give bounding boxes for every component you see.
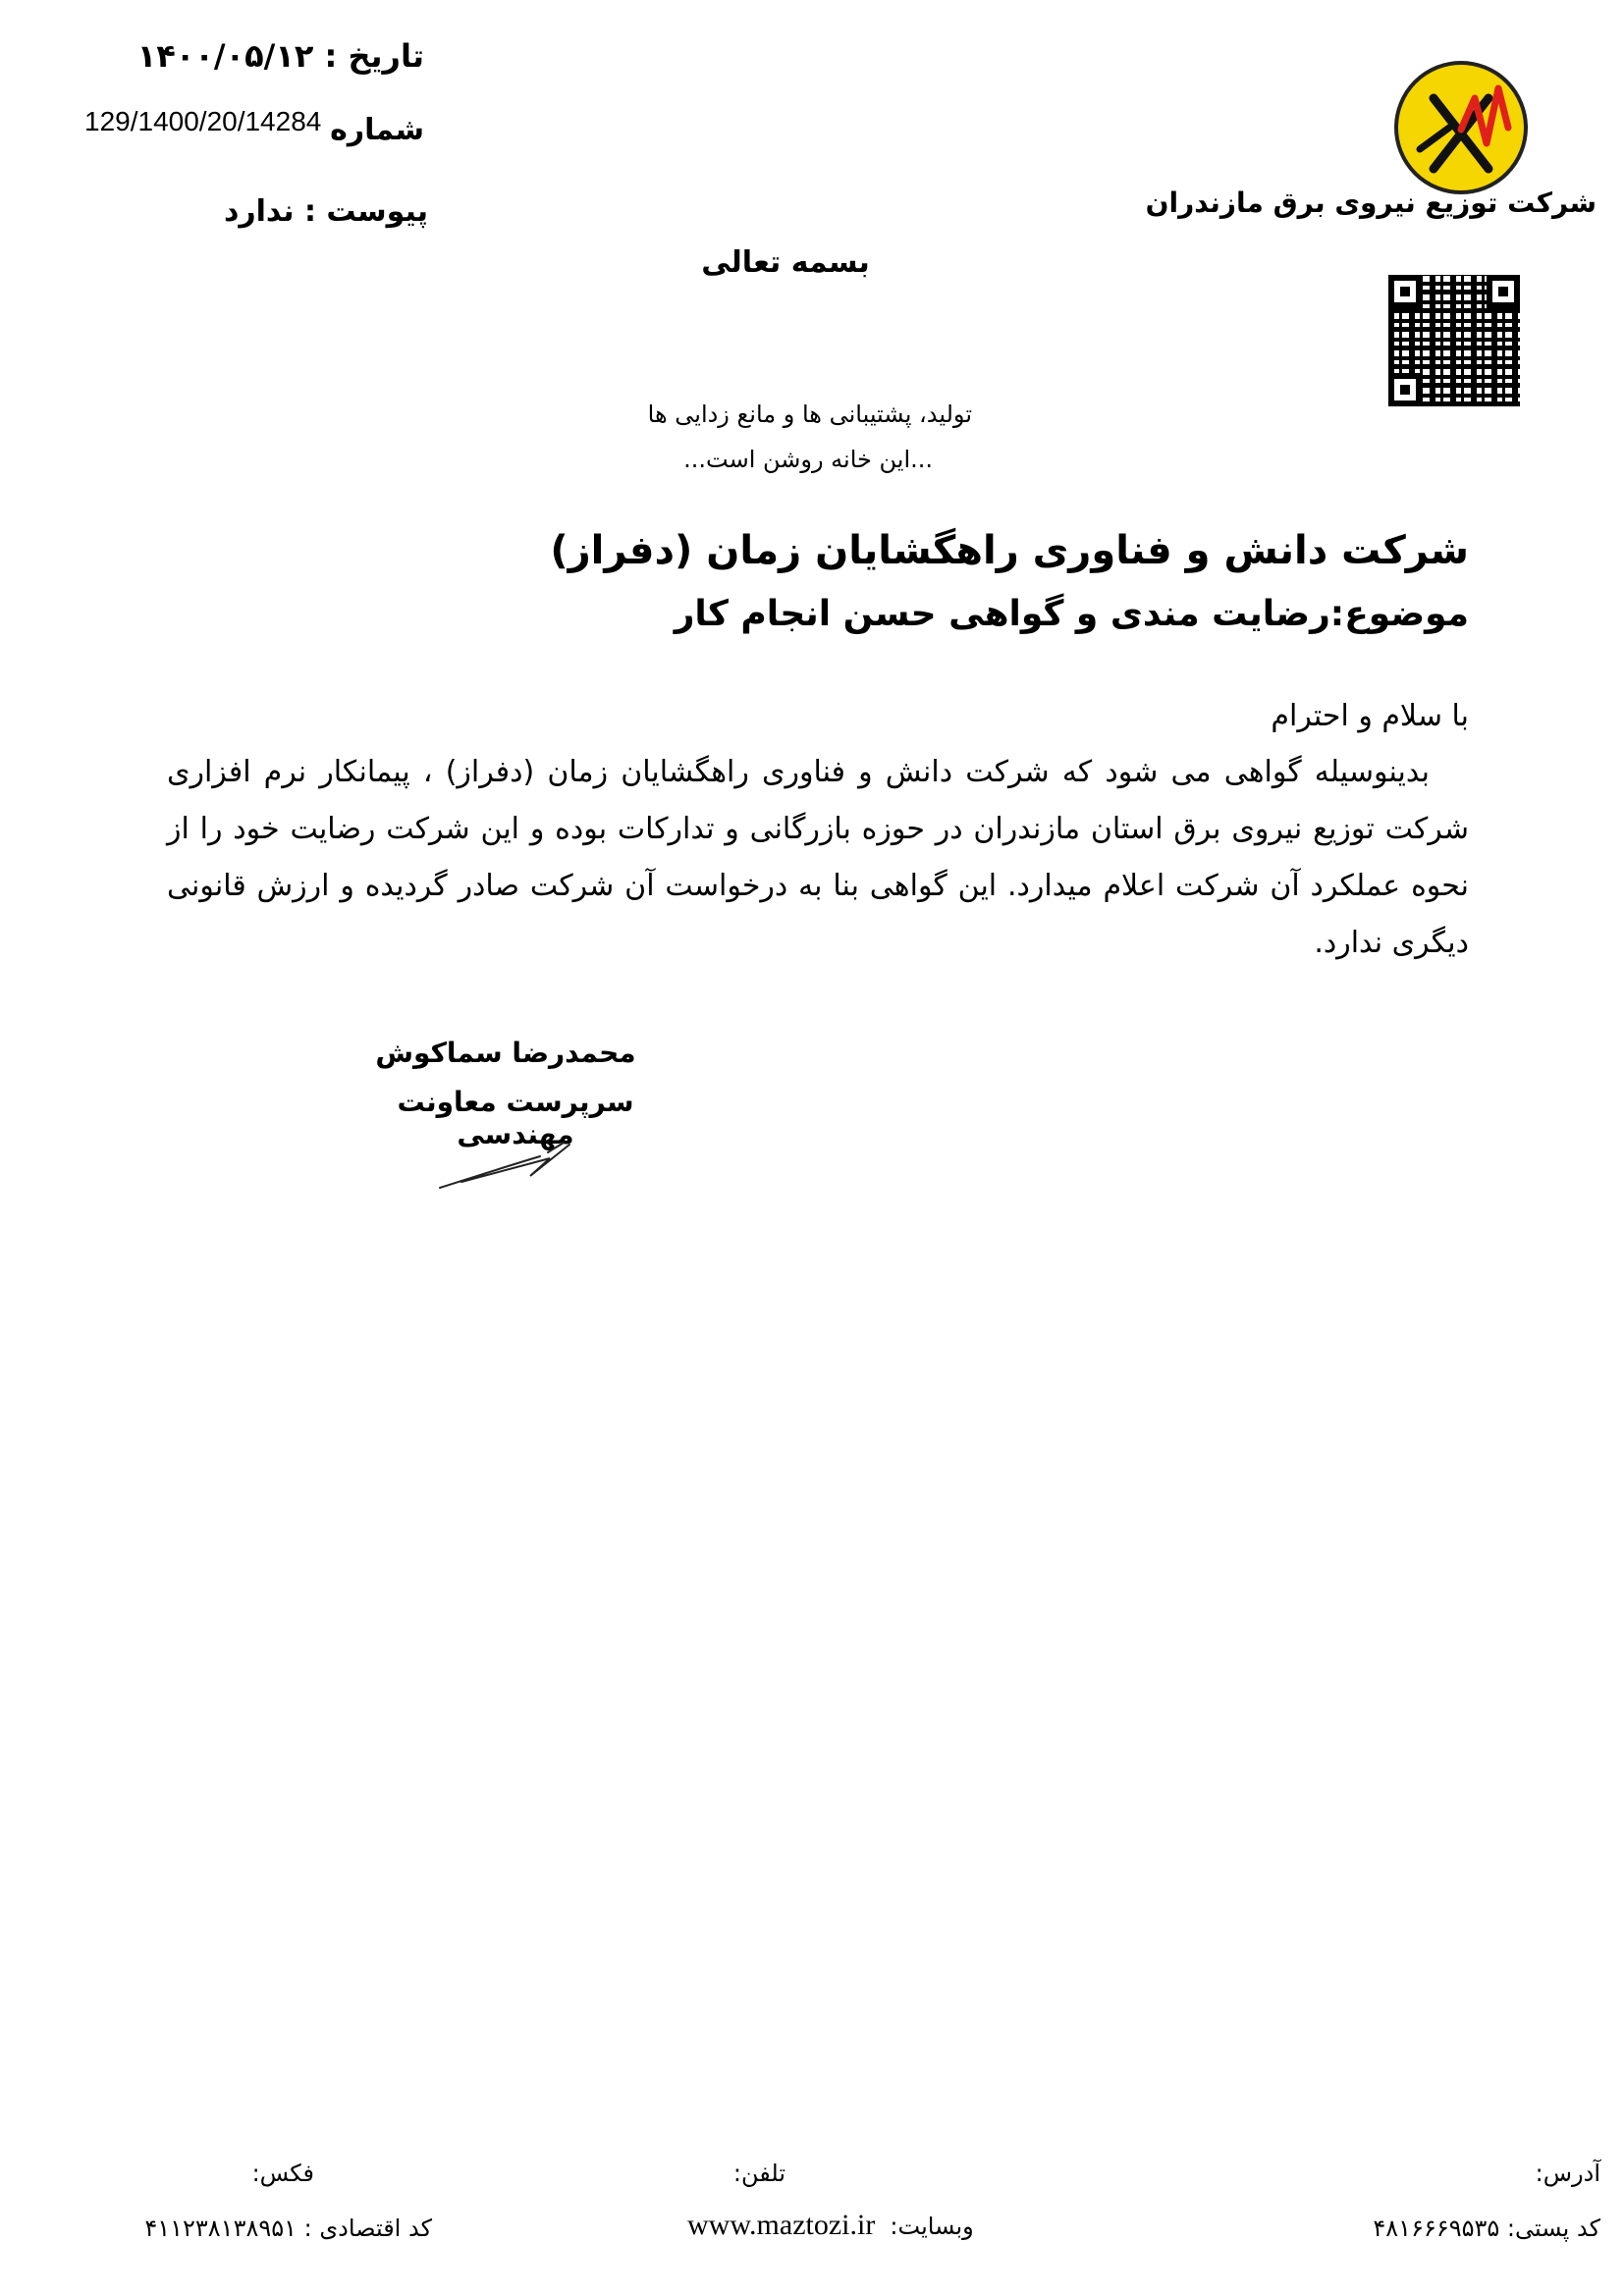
subject-line: موضوع:رضایت مندی و گواهی حسن انجام کار xyxy=(674,594,1469,634)
number-value: 129/1400/20/14284 xyxy=(84,106,322,136)
footer-website xyxy=(687,2209,1001,2242)
qr-code[interactable] xyxy=(1388,275,1520,406)
number-label: شماره xyxy=(330,113,424,147)
attachment-label: پیوست : xyxy=(303,194,428,229)
qr-finder-bottom-left xyxy=(1388,373,1422,406)
letter-body: بدینوسیله گواهی می شود که شرکت دانش و فناوری راهگشایان زمان (دفراز) ، پیمانکار نرم افزاری شرکت توزیع نیروی برق استان مازندران در حوزه بازرگانی و تدارکات بوده و این شرکت رضایت خود را از نحوه عملکرد آن شرکت اعلام میدارد. این گواهی بنا به درخواست آن شرکت صادر گردیده و ارزش قانونی دیگری ندارد. xyxy=(167,755,1469,960)
slogan-line-2: ...این خانه روشن است... xyxy=(683,446,933,473)
website-label: وبسایت: xyxy=(890,2213,974,2240)
signatory-title: سرپرست معاونت مهندسی xyxy=(397,1086,634,1150)
website-link[interactable]: www.maztozi.ir xyxy=(687,2209,876,2241)
attachment-line xyxy=(196,194,428,229)
footer-phone-label: تلفن: xyxy=(732,2160,785,2187)
qr-finder-top-left xyxy=(1388,275,1422,308)
slogan-line-1: تولید، پشتیبانی ها و مانع زدایی ها xyxy=(647,400,972,428)
footer-fax-label: فکس: xyxy=(251,2160,314,2187)
footer-economic-code: کد اقتصادی : ۴۱۱۲۳۸۱۳۸۹۵۱ xyxy=(144,2215,432,2242)
company-name: شرکت توزیع نیروی برق مازندران xyxy=(1145,187,1597,219)
qr-finder-top-right xyxy=(1487,275,1520,308)
date-value: ۱۴۰۰/۰۵/۱۲ xyxy=(136,37,314,75)
power-distribution-logo-icon xyxy=(1392,59,1530,196)
date-line xyxy=(136,37,424,75)
footer-postal-code: کد پستی: ۴۸۱۶۶۶۹۵۳۵ xyxy=(1373,2215,1600,2242)
bismillah: بسمه تعالی xyxy=(701,245,870,280)
salutation: با سلام و احترام xyxy=(1271,699,1469,733)
attachment-value: ندارد xyxy=(223,194,295,229)
addressee-title: شرکت دانش و فناوری راهگشایان زمان (دفراز) xyxy=(550,528,1469,573)
footer-address-label: آدرس: xyxy=(1535,2160,1600,2187)
date-label: تاریخ : xyxy=(324,37,424,75)
signatory-name: محمدرضا سماکوش xyxy=(375,1037,636,1069)
handwritten-signature xyxy=(432,1129,589,1198)
